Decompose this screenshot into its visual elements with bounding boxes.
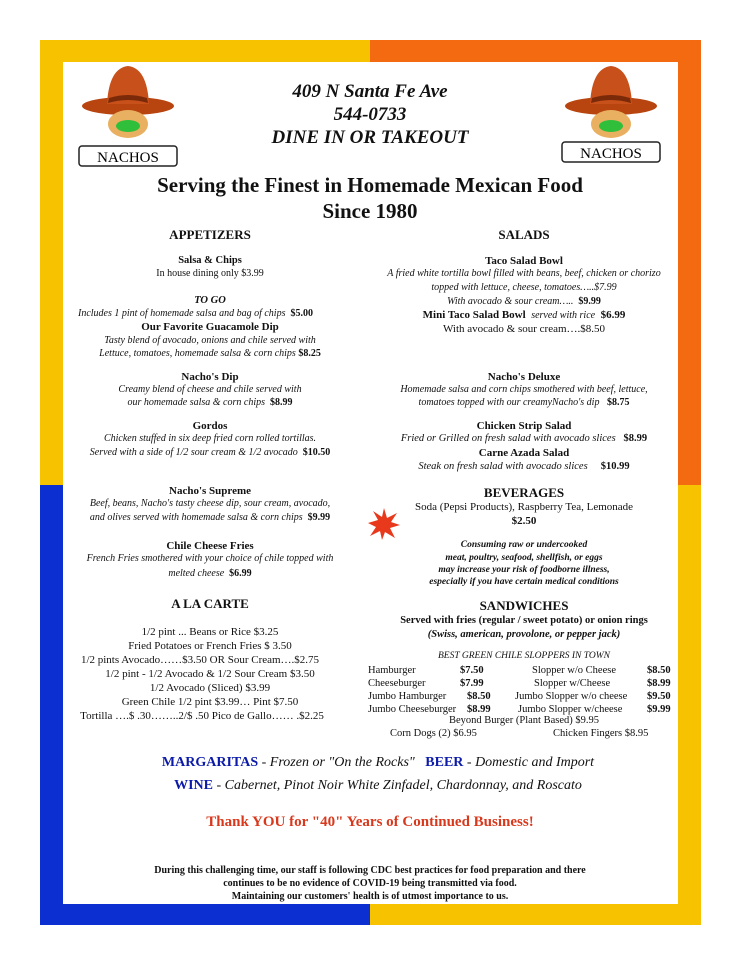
guac-desc1: Tasty blend of avocado, onions and chile served with: [104, 335, 316, 346]
sloppers-subtitle: BEST GREEN CHILE SLOPPERS IN TOWN: [438, 651, 610, 661]
deluxe-desc1: Homemade salsa and corn chips smothered with beef, lettuce,: [400, 384, 648, 395]
covid-notice: continues to be no evidence of COVID-19 being transmitted via food.: [223, 878, 517, 889]
margaritas-beer: MARGARITAS - Frozen or "On the Rocks" BEER - Domestic and Import: [161, 755, 595, 770]
supreme-name: Nacho's Supreme: [169, 485, 251, 497]
sandwich-row: Cheeseburger: [368, 678, 426, 689]
dip-desc1: Creamy blend of cheese and chile served with: [118, 384, 302, 395]
taco-salad-desc2: topped with lettuce, cheese, tomatoes…..$7.99: [431, 282, 617, 293]
dip-name: Nacho's Dip: [181, 371, 239, 383]
taco-salad-desc3: With avocado & sour cream….. $9.99: [447, 296, 601, 307]
alacarte-line: 1/2 pint - 1/2 Avocado & 1/2 Sour Cream $3.50: [105, 668, 315, 680]
beyond-burger: Beyond Burger (Plant Based) $9.95: [449, 715, 599, 726]
alacarte-line: Green Chile 1/2 pint $3.99… Pint $7.50: [121, 696, 299, 708]
warning-line: meat, poultry, seafood, shellfish, or eggs: [445, 553, 603, 563]
beverages-desc: Soda (Pepsi Products), Raspberry Tea, Lemonade: [414, 501, 634, 513]
sandwich-price: $8.50: [467, 691, 491, 702]
slopper-price: $9.50: [647, 691, 671, 702]
salads-title: SALADS: [498, 227, 550, 242]
sandwich-row: Hamburger: [368, 665, 416, 676]
togo-title: TO GO: [194, 295, 226, 306]
starburst-icon: [367, 507, 401, 541]
frame-right-orange: [678, 40, 701, 485]
supreme-desc1: Beef, beans, Nacho's tasty cheese dip, sour cream, avocado,: [89, 498, 331, 509]
logo-text-left: NACHOS: [97, 150, 159, 166]
service-type: DINE IN OR TAKEOUT: [271, 127, 469, 148]
slopper-row: Slopper w/o Cheese: [532, 665, 616, 676]
alacarte-line: 1/2 pints Avocado……$3.50 OR Sour Cream….$2.75: [80, 654, 320, 666]
alacarte-title: A LA CARTE: [171, 596, 249, 611]
carne-desc: Steak on fresh salad with avocado slices $10.99: [418, 461, 630, 472]
fries-desc2: melted cheese $6.99: [168, 568, 252, 579]
taco-salad-desc1: A fried white tortilla bowl filled with beans, beef, chicken or chorizo: [387, 268, 661, 279]
salsa-name: Salsa & Chips: [178, 255, 242, 266]
guac-name: Our Favorite Guacamole Dip: [141, 321, 279, 333]
deluxe-name: Nacho's Deluxe: [487, 371, 561, 383]
slopper-price: $8.50: [647, 665, 671, 676]
thank-you-message: Thank YOU for "40" Years of Continued Business!: [206, 814, 534, 830]
salsa-desc: In house dining only $3.99: [156, 268, 264, 279]
frame-bottom-yellow: [370, 904, 701, 925]
sandwiches-line2: (Swiss, american, provolone, or pepper jack): [427, 629, 621, 640]
slopper-row: Slopper w/Cheese: [534, 678, 611, 689]
frame-right-yellow: [678, 485, 701, 925]
since-year: Since 1980: [322, 199, 418, 223]
tagline: Serving the Finest in Homemade Mexican Food: [157, 173, 583, 197]
covid-notice: During this challenging time, our staff is following CDC best practices for food preparation and there: [154, 865, 586, 876]
nachos-logo-left: [73, 62, 183, 170]
strip-name: Chicken Strip Salad: [476, 420, 572, 432]
gordos-name: Gordos: [192, 420, 228, 432]
taco-salad-name: Taco Salad Bowl: [485, 255, 563, 267]
strip-desc: Fried or Grilled on fresh salad with avocado slices $8.99: [400, 433, 648, 444]
gordos-desc2: Served with a side of 1/2 sour cream & 1/2 avocado $10.50: [89, 447, 331, 458]
dip-desc2: our homemade salsa & corn chips $8.99: [127, 397, 293, 408]
sandwich-row: Jumbo Cheeseburger: [368, 704, 457, 715]
warning-line: Consuming raw or undercooked: [460, 540, 588, 550]
wine-line: WINE - Cabernet, Pinot Noir White Zinfadel, Chardonnay, and Roscato: [174, 778, 582, 793]
frame-left-yellow: [40, 40, 63, 485]
frame-left-blue: [40, 485, 63, 925]
carne-name: Carne Azada Salad: [478, 447, 570, 459]
sandwich-row: Jumbo Hamburger: [368, 691, 447, 702]
slopper-row: Jumbo Slopper w/cheese: [518, 704, 623, 715]
nachos-logo-right: [556, 62, 666, 170]
alacarte-line: Tortilla ….$ .30……..2/$ .50 Pico de Gallo…… .$2.25: [80, 710, 324, 722]
fries-name: Chile Cheese Fries: [166, 540, 254, 552]
corn-dogs: Corn Dogs (2) $6.95: [390, 728, 477, 739]
warning-line: may increase your risk of foodborne illness,: [438, 565, 610, 575]
mini-taco-desc: With avocado & sour cream….$8.50: [442, 323, 606, 335]
covid-notice: Maintaining our customers' health is of utmost importance to us.: [231, 891, 509, 902]
slopper-price: $9.99: [647, 704, 671, 715]
gordos-desc1: Chicken stuffed in six deep fried corn rolled tortillas.: [103, 433, 317, 444]
sandwiches-title: SANDWICHES: [479, 598, 569, 613]
warning-line: especially if you have certain medical conditions: [429, 577, 619, 587]
deluxe-desc2: tomatoes topped with our creamyNacho's dip $8.75: [418, 397, 630, 408]
alacarte-line: 1/2 pint ... Beans or Rice $3.25: [141, 626, 279, 638]
beverages-title: BEVERAGES: [483, 485, 565, 500]
slopper-row: Jumbo Slopper w/o cheese: [515, 691, 628, 702]
chicken-fingers: Chicken Fingers $8.95: [553, 728, 649, 739]
supreme-desc2: and olives served with homemade salsa & corn chips $9.99: [89, 512, 331, 523]
frame-top-orange: [370, 40, 701, 62]
address: 409 N Santa Fe Ave: [292, 81, 448, 102]
slopper-price: $8.99: [647, 678, 671, 689]
alacarte-line: Fried Potatoes or French Fries $ 3.50: [128, 640, 292, 652]
logo-text-right: NACHOS: [580, 146, 642, 162]
sandwich-price: $7.99: [460, 678, 484, 689]
frame-bottom-blue: [40, 904, 370, 925]
sandwich-price: $7.50: [460, 665, 484, 676]
beverages-price: $2.50: [511, 515, 537, 527]
appetizers-title: APPETIZERS: [169, 227, 251, 242]
mini-taco-salad: Mini Taco Salad Bowl served with rice $6.99: [422, 309, 626, 321]
sandwich-price: $8.99: [467, 704, 491, 715]
sandwiches-line1: Served with fries (regular / sweet potato) or onion rings: [400, 615, 648, 626]
guac-desc2: Lettuce, tomatoes, homemade salsa & corn chips $8.25: [99, 348, 321, 359]
togo-desc: Includes 1 pint of homemade salsa and bag of chips $5.00: [78, 308, 313, 319]
frame-top-yellow: [40, 40, 370, 62]
fries-desc1: French Fries smothered with your choice of chile topped with: [86, 553, 334, 564]
alacarte-line: 1/2 Avocado (Sliced) $3.99: [149, 682, 271, 694]
phone: 544-0733: [333, 104, 407, 125]
